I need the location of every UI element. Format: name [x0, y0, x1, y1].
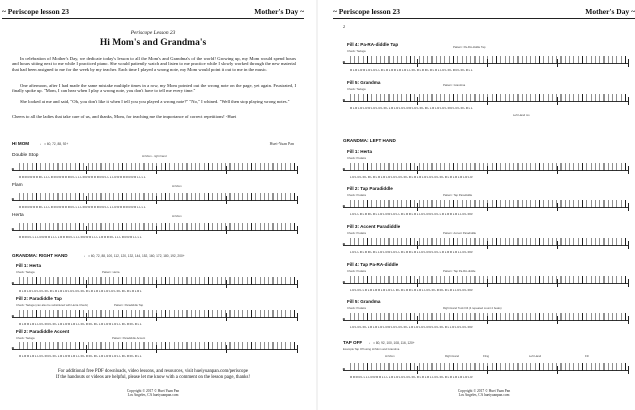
copyright-line-2: Los Angeles, CA hueiyuanpan.com	[127, 393, 179, 397]
paragraph-3: She looked at me and said, "Oh, you don't like it when I tell you you played a wrong note?" "No," I whined. "Well then stop playing wrong notes."	[20, 99, 290, 104]
exercise-label: Double Stop	[12, 153, 39, 158]
staff-lh-fill-1: 𝄥 LRLRLRLRLRLRLRLRLRLRLRLRLRLRLRLRLRLRLRLRLRLRLRLR	[343, 166, 629, 180]
header-lesson: ~ Periscope lesson 23	[2, 7, 70, 16]
exercise-note: Hi Mom	[172, 214, 182, 218]
sticking: RRRRRRRRLLLLRRRRRRRRLLLLRRRRRRRRLLLLRRRRRRRRLLLL	[19, 206, 147, 209]
fill-pattern: Pattern: Pa-RA-diddle Tap	[453, 45, 486, 49]
staff-double-stop: 𝄥 RRRRRRRRLLLLRRRRRRRRLLLLRRRRRRRRLLLLRRRRRRRRLLLL	[12, 166, 298, 180]
copyright-line-2: Los Angeles, CA hueiyuanpan.com	[458, 393, 510, 397]
fill-note: Check: Tadoga	[16, 270, 35, 274]
fill-note: Check: Pudaza	[347, 156, 366, 160]
staff-lh-fill-5: 𝄥 LRLRLRLLRLRLRLRRLRLRLRLLRLRLRLRRLRLRLRLLRLRLRLRR	[343, 316, 629, 330]
sticking: RRRRLLLLRRRRLLLLRLRLRLRLRLRLRLRLLRLRLRLRLRLRLRLR	[350, 376, 474, 379]
fill-label: Fill 2: Paradiddle Tap	[16, 296, 62, 301]
fill-label: Fill 3: Accent Paradiddle	[347, 224, 401, 229]
fill-label: Fill 5: Grandma	[347, 80, 381, 85]
tempo-grandma: ♩ = 60, 72, 88, 100, 112, 120, 132, 144, 152, 160, 172, 180, 192, 200+	[84, 254, 185, 258]
sticking: LRLRLRLRLRLRLRLRLRLRLRLRLRLRLRLRLRLRLRLRLRLRLRLR	[350, 176, 474, 179]
sticking: RLRRLRLLRLRRLRLLRLRRLRLLRLRRLRLLRLRRLRLLRLRRLRLL	[19, 323, 143, 326]
tap-off-note: Example Tap Off using Hi Mom and Grandma	[343, 347, 400, 351]
sticking: RRRRRRRRLLLLRRRRRRRRLLLLRRRRRRRRLLLLRRRRRRRRLLLL	[19, 176, 147, 179]
sticking: LRLRLLRLRLRRLRLRLLRLRLRRLRLRLLRLRLRRLRLRLLRLRLRR	[350, 289, 474, 292]
footer-line-1: For additional free PDF downloads, video lessons, and resources, visit hueiyuanpan.com/periscope	[58, 369, 248, 374]
fill-label: Fill 5: Grandma	[347, 299, 381, 304]
copyright-line-1: Copyright © 2017 © Huei Yuan Pan	[126, 389, 180, 393]
staff-flam: 𝄥 RRRRRRRRLLLLRRRRRRRRLLLLRRRRRRRRLLLLRRRRRRRRLLLL	[12, 196, 298, 210]
sticking: LRLLRLRRLRLLRLRRLRLLRLRRLRLLRLRRLRLLRLRRLRLLRLRR	[350, 251, 474, 254]
paragraph-2: One afternoon, after I had made the same mistake multiple times in a row, my Mom pointed out the wrong note on the page, yet again. Frustrated, I finally spoke up. "Mom, I can hear when I play a wrong note, you don't have to tell me every time."	[12, 83, 296, 94]
tap-off-mark: Fill	[585, 354, 589, 358]
fill-pattern: Pattern: Paradiddle Accent	[112, 336, 146, 340]
section-hi-mom: HI MOM	[12, 141, 30, 146]
sticking: RLRLRRLRLRLLRLRLRRLRLRLLRLRLRRLRLRLLRLRLRRLRLRLL	[350, 69, 474, 72]
tap-off-mark: Fling	[483, 354, 490, 358]
fill-label: Fill 4: Tap Pa-RA-diddle	[347, 262, 399, 267]
section-tap-off: TAP OFF	[343, 340, 363, 345]
tempo-tap-off: ♩ = 80, 92, 100, 108, 116, 120+	[369, 341, 415, 345]
page-header	[333, 6, 635, 19]
page-number: 2	[343, 24, 345, 29]
section-grandma-right: GRANDMA: RIGHT HAND	[12, 253, 68, 258]
fill-extra: Left Hand ms	[513, 113, 530, 117]
fill-pattern: Pattern: Grandma	[443, 83, 466, 87]
staff-fill-5: 𝄥 RLRLRLRRLRLRLRLLRLRLRLRRLRLRLRLLRLRLRLRRLRLRLRLL	[343, 97, 629, 111]
fill-pattern: Pattern: Accent Paradiddle	[443, 231, 477, 235]
tap-off-mark: Left Hand	[529, 354, 542, 358]
staff-lh-fill-2: 𝄥 LRLLRLRRLRLLRLRRLRLLRLRRLRLLRLRRLRLLRLRRLRLLRLRR	[343, 203, 629, 217]
staff-fill-2: 𝄥 RLRRLRLLRLRRLRLLRLRRLRLLRLRRLRLLRLRRLRLLRLRRLRLL	[12, 313, 298, 327]
fill-label: Fill 4: Pa-RA-diddle Tap	[347, 42, 399, 47]
staff-fill-4: 𝄥 RLRLRRLRLRLLRLRLRRLRLRLLRLRLRRLRLRLLRLRLRRLRLRLL	[343, 59, 629, 73]
staff-lh-fill-4: 𝄥 LRLRLLRLRLRRLRLRLLRLRLRRLRLRLLRLRLRRLRLRLLRLRLRR	[343, 279, 629, 293]
fill-label: Fill 2: Paradiddle Accent	[16, 329, 70, 334]
sticking: RLRLRLRRLRLRLRLLRLRLRLRRLRLRLRLLRLRLRLRRLRLRLRLL	[350, 107, 474, 110]
sticking: LRLLRLRRLRLLRLRRLRLLRLRRLRLLRLRRLRLLRLRRLRLLRLRR	[350, 213, 474, 216]
page-1	[2, 0, 304, 410]
lesson-title: Hi Mom's and Grandma's	[99, 38, 207, 48]
sticking: RLRRLRLLRLRRLRLLRLRRLRLLRLRRLRLLRLRRLRLLRLRRLRLL	[19, 355, 143, 358]
fill-note: Check: Tadoga	[347, 49, 366, 53]
header-topic: Mother's Day ~	[254, 7, 304, 16]
staff-lh-fill-3: 𝄥 LRLLRLRRLRLLRLRRLRLLRLRRLRLLRLRRLRLLRLRRLRLLRLRR	[343, 241, 629, 255]
page-2	[333, 0, 635, 410]
exercise-label: Flam	[12, 183, 23, 188]
staff-herta: 𝄥 RRRRLLLLRRRRLLLLRRRRLLLLRRRRLLLLRRRRLLLLRRRRLLLL	[12, 226, 298, 240]
fill-pattern: Pattern: Tap Pa-RA-diddle	[443, 269, 476, 273]
page-gutter	[316, 0, 318, 410]
sticking: LRLRLRLLRLRLRLRRLRLRLRLLRLRLRLRRLRLRLRLLRLRLRLRR	[350, 326, 474, 329]
staff-fill-3: 𝄥 RLRRLRLLRLRRLRLLRLRRLRLLRLRRLRLLRLRRLRLLRLRRLRLL	[12, 345, 298, 359]
page-header	[2, 6, 304, 19]
tempo-hi-mom: ♩ = 60, 72, 88, 92+	[40, 142, 69, 146]
sticking: RRRRLLLLRRRRLLLLRRRRLLLLRRRRLLLLRRRRLLLLRRRRLLLL	[19, 236, 143, 239]
tap-off-mark: Right Hand	[445, 354, 459, 358]
tap-off-mark: Hi Mom	[385, 354, 395, 358]
sticking: RLRLRLRLRLRLRLRLRLRLRLRLRLRLRLRLRLRLRLRLRLRLRLRL	[19, 290, 143, 293]
copyright-line-1: Copyright © 2017 © Huei Yuan Pan	[457, 389, 511, 393]
paragraph-1: In celebration of Mother's Day, we dedicate today's lesson to all the Mom's and Grandma's of the world! Growing up, my Mom would spend hours and hours sitting next to me while I practiced piano. She would patiently watch and listen to me practice while I slowly worked through the new material that had been assigned to me for the week by my teacher. Each time I played a wrong note, my Mom would point it out to me in the music.	[12, 56, 296, 72]
fill-pattern: Right Hand Tuck Fill (4 repeated count 2 beats)	[443, 306, 502, 310]
fill-label: Fill 1: Herta	[16, 263, 42, 268]
fill-pattern: Pattern: Herta	[102, 270, 120, 274]
fill-pattern: Pattern: Tap Paradiddle	[443, 193, 473, 197]
fill-note: Check: Tadoga (can also be substituted with Herta Check)	[16, 303, 88, 307]
fill-note: Check: Pudaza	[347, 269, 366, 273]
exercise-note: Hi Mom - right hand	[142, 154, 167, 158]
fill-note: Check: Pudaza	[347, 231, 366, 235]
fill-label: Fill 1: Herta	[347, 149, 373, 154]
header-topic: Mother's Day ~	[585, 7, 635, 16]
fill-note: Check: Tadoga	[347, 87, 366, 91]
composer: Huei-Yuan Pan	[269, 141, 294, 146]
exercise-label: Herta	[12, 213, 24, 218]
fill-note: Check: Pudaza	[347, 193, 366, 197]
fill-note: Check: Pudaza	[347, 306, 366, 310]
exercise-note: Hi Mom	[172, 184, 182, 188]
fill-note: Check: Tadoga	[16, 336, 35, 340]
header-lesson: ~ Periscope lesson 23	[333, 7, 401, 16]
fill-label: Fill 2: Tap Paradiddle	[347, 186, 393, 191]
lesson-subtitle: Periscope Lesson 23	[130, 30, 176, 36]
footer-line-2: If the handouts or videos are helpful, please let me know with a comment on the lesson page, thanks!	[56, 375, 250, 380]
section-grandma-left: GRANDMA: LEFT HAND	[343, 138, 396, 143]
fill-pattern: Pattern: Paradiddle Tap	[114, 303, 144, 307]
staff-tap-off: 𝄥 RRRRLLLLRRRRLLLLRLRLRLRLRLRLRLRLLRLRLRLRLRLRLRLR	[343, 366, 629, 380]
paragraph-4: Cheers to all the ladies that take care of us, and thanks, Mom, for teaching me the importance of correct repetitions! -Huei	[12, 114, 237, 119]
staff-fill-1: 𝄥 RLRLRLRLRLRLRLRLRLRLRLRLRLRLRLRLRLRLRLRLRLRLRLRL	[12, 280, 298, 294]
